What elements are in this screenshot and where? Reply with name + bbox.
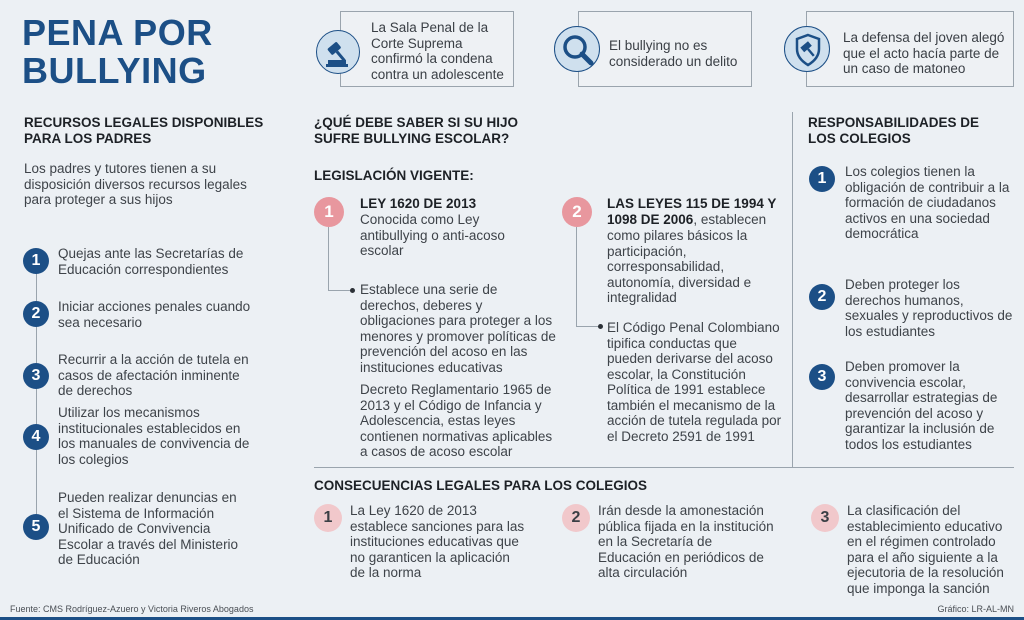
law-title: LAS LEYES 115 DE 1994 Y 1098 DE 2006 bbox=[607, 196, 777, 227]
law-bullet: Establece una serie de derechos, deberes y obligaciones para proteger a los menores y promover políticas de prevención del acoso en las instituciones educativas bbox=[360, 282, 556, 375]
column-divider bbox=[792, 112, 793, 467]
step-number: 4 bbox=[23, 424, 49, 450]
consequence-number: 2 bbox=[562, 504, 590, 532]
responsabilidades-heading: RESPONSABILIDADES DE LOS COLEGIOS bbox=[808, 115, 980, 146]
fact-box-2 bbox=[578, 11, 752, 87]
law-connector bbox=[576, 326, 600, 327]
law-connector bbox=[328, 227, 329, 290]
law-desc: Conocida como Ley antibullying o anti-acoso escolar bbox=[360, 212, 505, 258]
recurso-item: Iniciar acciones penales cuando sea necesario bbox=[58, 299, 251, 330]
recursos-heading: RECURSOS LEGALES DISPONIBLES PARA LOS PADRES bbox=[24, 115, 264, 146]
law-title: LEY 1620 DE 2013 bbox=[360, 196, 477, 211]
step-number: 5 bbox=[23, 514, 49, 540]
footer-credit: Gráfico: LR-AL-MN bbox=[937, 604, 1014, 614]
responsabilidad-item: Deben proteger los derechos humanos, sexuales y reproductivos de los estudiantes bbox=[845, 277, 1013, 339]
recursos-connector bbox=[36, 250, 37, 530]
gavel-icon bbox=[316, 30, 360, 74]
step-number: 3 bbox=[23, 363, 49, 389]
recurso-item: Quejas ante las Secretarías de Educación correspondientes bbox=[58, 246, 244, 277]
recurso-item: Utilizar los mecanismos institucionales establecidos en los manuales de convivencia de los colegios bbox=[58, 405, 250, 467]
responsabilidad-item: Deben promover la convivencia escolar, desarrollar estrategias de prevención del acoso y garantizar la inclusión de todos los estudiantes bbox=[845, 359, 998, 452]
responsabilidad-item: Los colegios tienen la obligación de contribuir a la formación de ciudadanos activos en una sociedad democrática bbox=[845, 164, 1010, 241]
shield-gavel-icon bbox=[784, 26, 830, 72]
law-connector bbox=[576, 227, 577, 326]
step-number: 1 bbox=[23, 248, 49, 274]
legislacion-subheading: LEGISLACIÓN VIGENTE: bbox=[314, 168, 474, 183]
magnifier-icon bbox=[554, 26, 600, 72]
bullet-dot bbox=[598, 324, 603, 329]
law-extra: Decreto Reglamentario 1965 de 2013 y el Código de Infancia y Adolescencia, estas leyes contienen normativas aplicables a casos de acoso escolar bbox=[360, 382, 553, 459]
bullet-dot bbox=[350, 288, 355, 293]
step-number: 1 bbox=[809, 166, 835, 192]
consecuencias-heading: CONSECUENCIAS LEGALES PARA LOS COLEGIOS bbox=[314, 478, 648, 493]
law-number: 1 bbox=[314, 197, 344, 227]
page-title: PENA POR BULLYING bbox=[22, 12, 213, 91]
recursos-intro: Los padres y tutores tienen a su disposición diversos recursos legales para proteger a sus hijos bbox=[24, 161, 247, 207]
footer-source: Fuente: CMS Rodríguez-Azuero y Victoria Riveros Abogados bbox=[10, 604, 254, 614]
consequence-number: 1 bbox=[314, 504, 342, 532]
section-divider bbox=[314, 467, 1014, 468]
consequence-item: La clasificación del establecimiento educativo en el régimen controlado para el año siguiente a la ejecutoria de la resolución que imponga la sanción bbox=[847, 503, 1004, 596]
consequence-item: La Ley 1620 de 2013 establece sanciones para las instituciones educativas que no garanticen la aplicación de la norma bbox=[350, 503, 525, 580]
recurso-item: Recurrir a la acción de tutela en casos de afectación inminente de derechos bbox=[58, 352, 249, 398]
law-number: 2 bbox=[562, 197, 592, 227]
fact-text: El bullying no es considerado un delito bbox=[609, 38, 738, 69]
law-block bbox=[607, 196, 787, 306]
step-number: 3 bbox=[809, 364, 835, 390]
law-bullet: El Código Penal Colombiano tipifica conductas que pueden derivarse del acoso escolar, la Constitución Política de 1991 establece también el mecanismo de la acción de tutela regulada por el Decreto 2591 de 1991 bbox=[607, 320, 782, 444]
fact-text: La Sala Penal de la Corte Suprema confirmó la condena contra un adolescente bbox=[371, 20, 504, 82]
fact-box-3 bbox=[806, 11, 1014, 87]
saber-heading: ¿QUÉ DEBE SABER SI SU HIJO SUFRE BULLYING ESCOLAR? bbox=[314, 115, 519, 146]
recurso-item: Pueden realizar denuncias en el Sistema de Información Unificado de Convivencia Escolar a través del Ministerio de Educación bbox=[58, 490, 239, 567]
fact-text: La defensa del joven alegó que el acto hacía parte de un caso de matoneo bbox=[843, 30, 1005, 76]
law-desc: , establecen como pilares básicos la participación, corresponsabilidad, autonomía, diversidad e integralidad bbox=[607, 212, 767, 305]
consequence-number: 3 bbox=[811, 504, 839, 532]
step-number: 2 bbox=[23, 301, 49, 327]
law-connector bbox=[328, 290, 352, 291]
fact-box-1 bbox=[340, 11, 514, 87]
consequence-item: Irán desde la amonestación pública fijada en la institución en la Secretaría de Educación en periódicos de alta circulación bbox=[598, 503, 774, 580]
step-number: 2 bbox=[809, 284, 835, 310]
